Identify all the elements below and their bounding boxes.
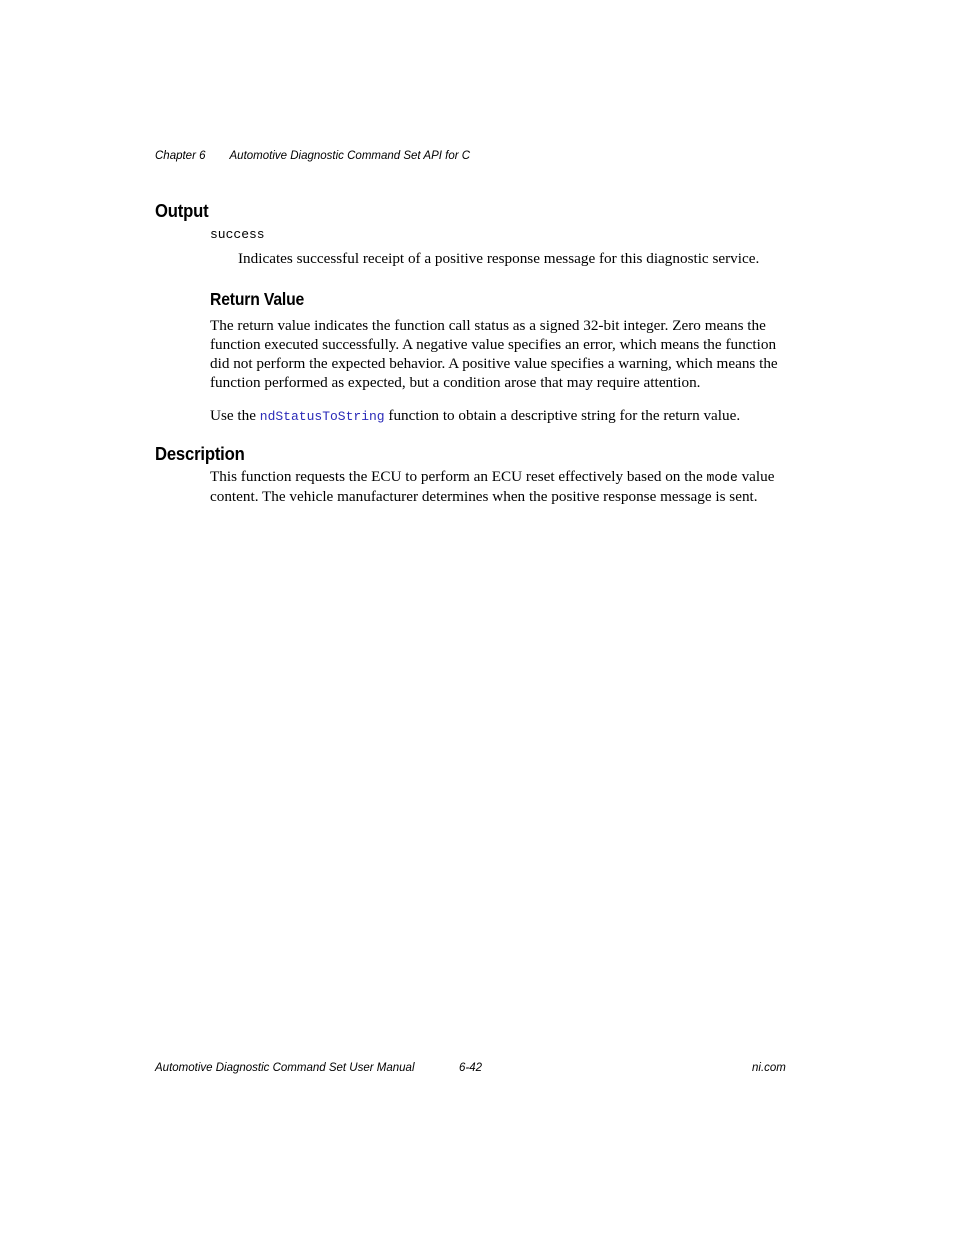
footer-page-number: 6-42 xyxy=(459,1062,483,1074)
output-heading: Output xyxy=(155,200,209,221)
nd-status-to-string-link[interactable]: ndStatusToString xyxy=(259,409,385,424)
description-paragraph xyxy=(210,467,788,506)
footer-website: ni.com xyxy=(752,1062,786,1074)
output-param-name: success xyxy=(210,227,265,242)
chapter-title: Automotive Diagnostic Command Set API for C xyxy=(229,150,471,162)
return-value-paragraph: The return value indicates the function call status as a signed 32-bit integer. Zero means the function executed successfully. A negative value specifies an error, which means the function did not perform the expected behavior. A positive value specifies a warning, which means the function performed as expected, but a condition arose that may require attention. xyxy=(210,317,778,391)
usage-suffix: function to obtain a descriptive string for the return value. xyxy=(384,407,741,424)
return-value-heading: Return Value xyxy=(210,289,305,309)
description-prefix: This function requests the ECU to perform an ECU reset effectively based on the xyxy=(210,468,707,485)
return-value-usage-paragraph xyxy=(210,406,800,426)
description-heading: Description xyxy=(155,443,245,464)
mode-code: mode xyxy=(706,470,738,485)
description-suffix: value content. The vehicle manufacturer determines when the positive response message is sent. xyxy=(210,468,775,505)
usage-prefix: Use the xyxy=(210,407,260,424)
running-header xyxy=(155,150,470,162)
chapter-label: Chapter 6 xyxy=(155,150,206,162)
footer-manual-title: Automotive Diagnostic Command Set User Manual xyxy=(155,1062,415,1074)
output-param-description: Indicates successful receipt of a positive response message for this diagnostic service. xyxy=(238,250,760,267)
